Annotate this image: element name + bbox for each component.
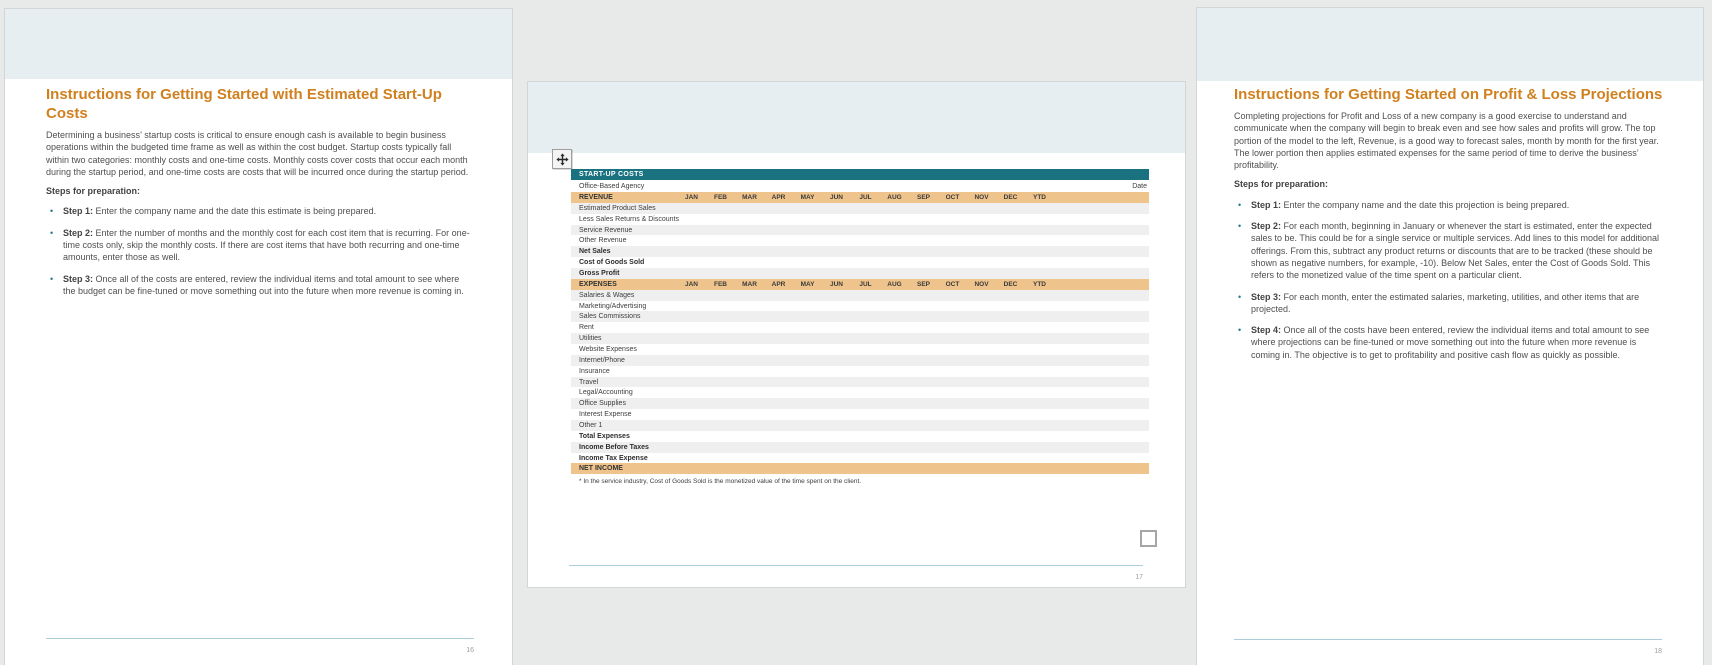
month-headers — [677, 281, 1054, 288]
row-label: REVENUE — [579, 193, 613, 201]
row-label: Office Supplies — [579, 400, 626, 408]
right-page-intro: Completing projections for Profit and Loss of a new company is a good exercise to understand and communicate when the company will begin to break even and see how sales and profits will grow. The top portion of the model to the left, Revenue, is a good way to forecast sales, month by month for the first year. The lower portion then applies estimated expenses for the same period of time to derive the business’ profitability. — [1234, 111, 1659, 171]
middle-page-footer — [569, 565, 1143, 584]
row-label: EXPENSES — [579, 280, 617, 288]
month-header: YTD — [1033, 193, 1046, 201]
page-number: 16 — [466, 647, 474, 654]
left-page-intro: Determining a business’ startup costs is critical to ensure enough cash is available to begin business operations within the budgeted time frame as well as within the cost budget. Startup costs typically fall within two categories: monthly costs and one-time costs. Monthly costs cover costs that occur each month during the startup period, and one-time costs are costs that will be incurred once during the startup period. — [46, 130, 469, 177]
worksheet-row — [571, 279, 1149, 290]
worksheet-row — [571, 225, 1149, 236]
page-left-content — [46, 85, 474, 306]
row-label: Other Revenue — [579, 237, 627, 245]
worksheet-row — [571, 398, 1149, 409]
left-page-title: Instructions for Getting Started with Estimated Start-Up Costs — [46, 86, 442, 122]
month-header: JUN — [829, 280, 843, 288]
page-right-content — [1234, 85, 1666, 370]
month-header: SEP — [916, 280, 930, 288]
company-type-label: Office-Based Agency — [579, 182, 645, 190]
worksheet-subtitle-row — [571, 180, 1149, 192]
move-arrows-icon — [556, 153, 569, 166]
worksheet-row — [571, 235, 1149, 246]
month-header: APR — [771, 193, 786, 201]
page-middle-header-band — [528, 82, 1185, 153]
step-label: Step 2: — [1251, 221, 1282, 232]
step-bullet-icon: • — [1238, 291, 1242, 302]
row-label: Sales Commissions — [579, 313, 641, 321]
worksheet-row — [571, 420, 1149, 431]
object-selection-handle[interactable] — [1140, 530, 1157, 547]
row-label: Website Expenses — [579, 345, 637, 353]
move-object-icon[interactable] — [552, 149, 572, 169]
page-left-header-band — [5, 9, 512, 79]
month-header: MAR — [742, 193, 757, 201]
month-header: JAN — [684, 280, 698, 288]
worksheet-footnote: * In the service industry, Cost of Goods Sold is the monetized value of the time spent on the client. — [579, 478, 862, 486]
worksheet-row — [571, 344, 1149, 355]
worksheet-title-bar: START-UP COSTS — [571, 169, 1149, 180]
worksheet-row — [571, 192, 1149, 203]
month-header: YTD — [1033, 280, 1046, 288]
month-header: OCT — [945, 280, 960, 288]
worksheet-row — [571, 290, 1149, 301]
worksheet-row — [571, 301, 1149, 312]
left-steps-list — [46, 205, 474, 297]
month-header: AUG — [887, 280, 902, 288]
step-item — [1234, 199, 1666, 211]
step-item — [46, 205, 474, 217]
step-bullet-icon: • — [1238, 199, 1242, 210]
step-text: Step 3: For each month, enter the estimated salaries, marketing, utilities, and other items that are projected. — [1251, 291, 1640, 314]
row-label: Income Tax Expense — [579, 454, 648, 462]
month-header: JUL — [859, 193, 872, 201]
row-label: Service Revenue — [579, 226, 633, 234]
step-item — [46, 273, 474, 298]
step-label: Step 3: — [1251, 291, 1282, 302]
step-bullet-icon: • — [1238, 325, 1242, 336]
row-label: Other 1 — [579, 421, 603, 429]
page-right — [1196, 7, 1704, 665]
right-steps-heading: Steps for preparation: — [1234, 179, 1329, 190]
worksheet-row — [571, 366, 1149, 377]
page-middle — [527, 81, 1186, 588]
month-header: OCT — [945, 193, 960, 201]
startup-costs-worksheet[interactable] — [571, 169, 1149, 485]
page-right-header-band — [1197, 8, 1703, 81]
row-label: Gross Profit — [579, 269, 620, 277]
worksheet-row — [571, 463, 1149, 474]
right-page-title: Instructions for Getting Started on Profit & Loss Projections — [1234, 86, 1663, 103]
row-label: Estimated Product Sales — [579, 204, 656, 212]
worksheet-row — [571, 431, 1149, 442]
step-text: Step 3: Once all of the costs are entered, review the individual items and total amount to see where the budget can be fine-tuned or move something out into the future when more revenue is coming in. — [63, 273, 464, 296]
worksheet-row — [571, 387, 1149, 398]
step-item — [46, 227, 474, 264]
month-header: DEC — [1003, 193, 1018, 201]
month-header: FEB — [714, 193, 727, 201]
worksheet-row — [571, 311, 1149, 322]
step-item — [1234, 324, 1666, 361]
row-label: Salaries & Wages — [579, 291, 635, 299]
step-bullet-icon: • — [50, 273, 54, 284]
step-bullet-icon: • — [50, 227, 54, 238]
month-header: JAN — [684, 193, 698, 201]
month-header: JUN — [829, 193, 843, 201]
step-text: Step 1: Enter the company name and the date this estimate is being prepared. — [63, 206, 377, 217]
month-header: MAY — [800, 280, 815, 288]
step-label: Step 1: — [63, 206, 94, 217]
page-left — [4, 8, 513, 665]
row-label: Interest Expense — [579, 411, 632, 419]
month-header: AUG — [887, 193, 902, 201]
step-label: Step 2: — [63, 227, 94, 238]
month-header: NOV — [974, 280, 989, 288]
step-text: Step 2: For each month, beginning in January or whenever the start is estimated, enter the expected sales to be. This could be for a single service or multiple services. Add lines to this model for additional offerings. From this, subtract any product returns or discounts that are to be tracked (these should be shown as negative numbers, for example, -10). Below Net Sales, enter the Cost of Goods Sold. This refers to the monetized value of the time spent on a particular client. — [1251, 221, 1660, 281]
worksheet-row — [571, 355, 1149, 366]
month-header: APR — [771, 280, 786, 288]
left-steps-heading: Steps for preparation: — [46, 186, 141, 197]
row-label: Income Before Taxes — [579, 443, 649, 451]
month-header: FEB — [714, 280, 727, 288]
row-label: Legal/Accounting — [579, 389, 633, 397]
worksheet-row — [571, 203, 1149, 214]
worksheet-row — [571, 268, 1149, 279]
month-header: NOV — [974, 193, 989, 201]
step-text: Step 2: Enter the number of months and the monthly cost for each cost item that is recurring. For one-time costs only, skip the monthly costs. If there are cost items that have both recurring and one-time amounts, enter those as well. — [63, 227, 470, 263]
row-label: Marketing/Advertising — [579, 302, 647, 310]
step-label: Step 1: — [1251, 199, 1282, 210]
row-label: Net Sales — [579, 248, 611, 256]
month-headers — [677, 194, 1054, 201]
row-label: Internet/Phone — [579, 356, 625, 364]
row-label: Rent — [579, 324, 594, 332]
worksheet-row — [571, 377, 1149, 388]
step-label: Step 4: — [1251, 325, 1282, 336]
worksheet-rows — [571, 192, 1149, 474]
step-bullet-icon: • — [50, 206, 54, 217]
worksheet-row — [571, 333, 1149, 344]
worksheet-row — [571, 214, 1149, 225]
step-item — [1234, 220, 1666, 281]
date-label: Date — [1132, 182, 1147, 190]
worksheet-row — [571, 246, 1149, 257]
worksheet-row — [571, 257, 1149, 268]
month-header: JUL — [859, 280, 872, 288]
row-label: Utilities — [579, 335, 602, 343]
month-header: DEC — [1003, 280, 1018, 288]
month-header: MAR — [742, 280, 757, 288]
worksheet-row — [571, 453, 1149, 464]
left-page-footer — [46, 638, 474, 657]
step-text: Step 1: Enter the company name and the date this projection is being prepared. — [1251, 199, 1570, 210]
right-steps-list — [1234, 199, 1666, 361]
worksheet-row — [571, 409, 1149, 420]
step-label: Step 3: — [63, 273, 94, 284]
row-label: Less Sales Returns & Discounts — [579, 215, 679, 223]
row-label: NET INCOME — [579, 465, 623, 473]
right-page-footer — [1234, 639, 1662, 658]
page-number: 17 — [1135, 574, 1143, 581]
row-label: Total Expenses — [579, 432, 630, 440]
page-number: 18 — [1654, 648, 1662, 655]
step-text: Step 4: Once all of the costs have been entered, review the individual items and total amount to see where projections can be fine-tuned or move something out into the future when more revenue is coming in. The objective is to get to profitability and positive cash flow as quickly as possible. — [1251, 325, 1650, 360]
worksheet-row — [571, 442, 1149, 453]
worksheet-row — [571, 322, 1149, 333]
row-label: Cost of Goods Sold — [579, 259, 645, 267]
step-bullet-icon: • — [1238, 221, 1242, 232]
row-label: Insurance — [579, 367, 610, 375]
row-label: Travel — [579, 378, 599, 386]
step-item — [1234, 291, 1666, 316]
month-header: SEP — [916, 193, 930, 201]
month-header: MAY — [800, 193, 815, 201]
